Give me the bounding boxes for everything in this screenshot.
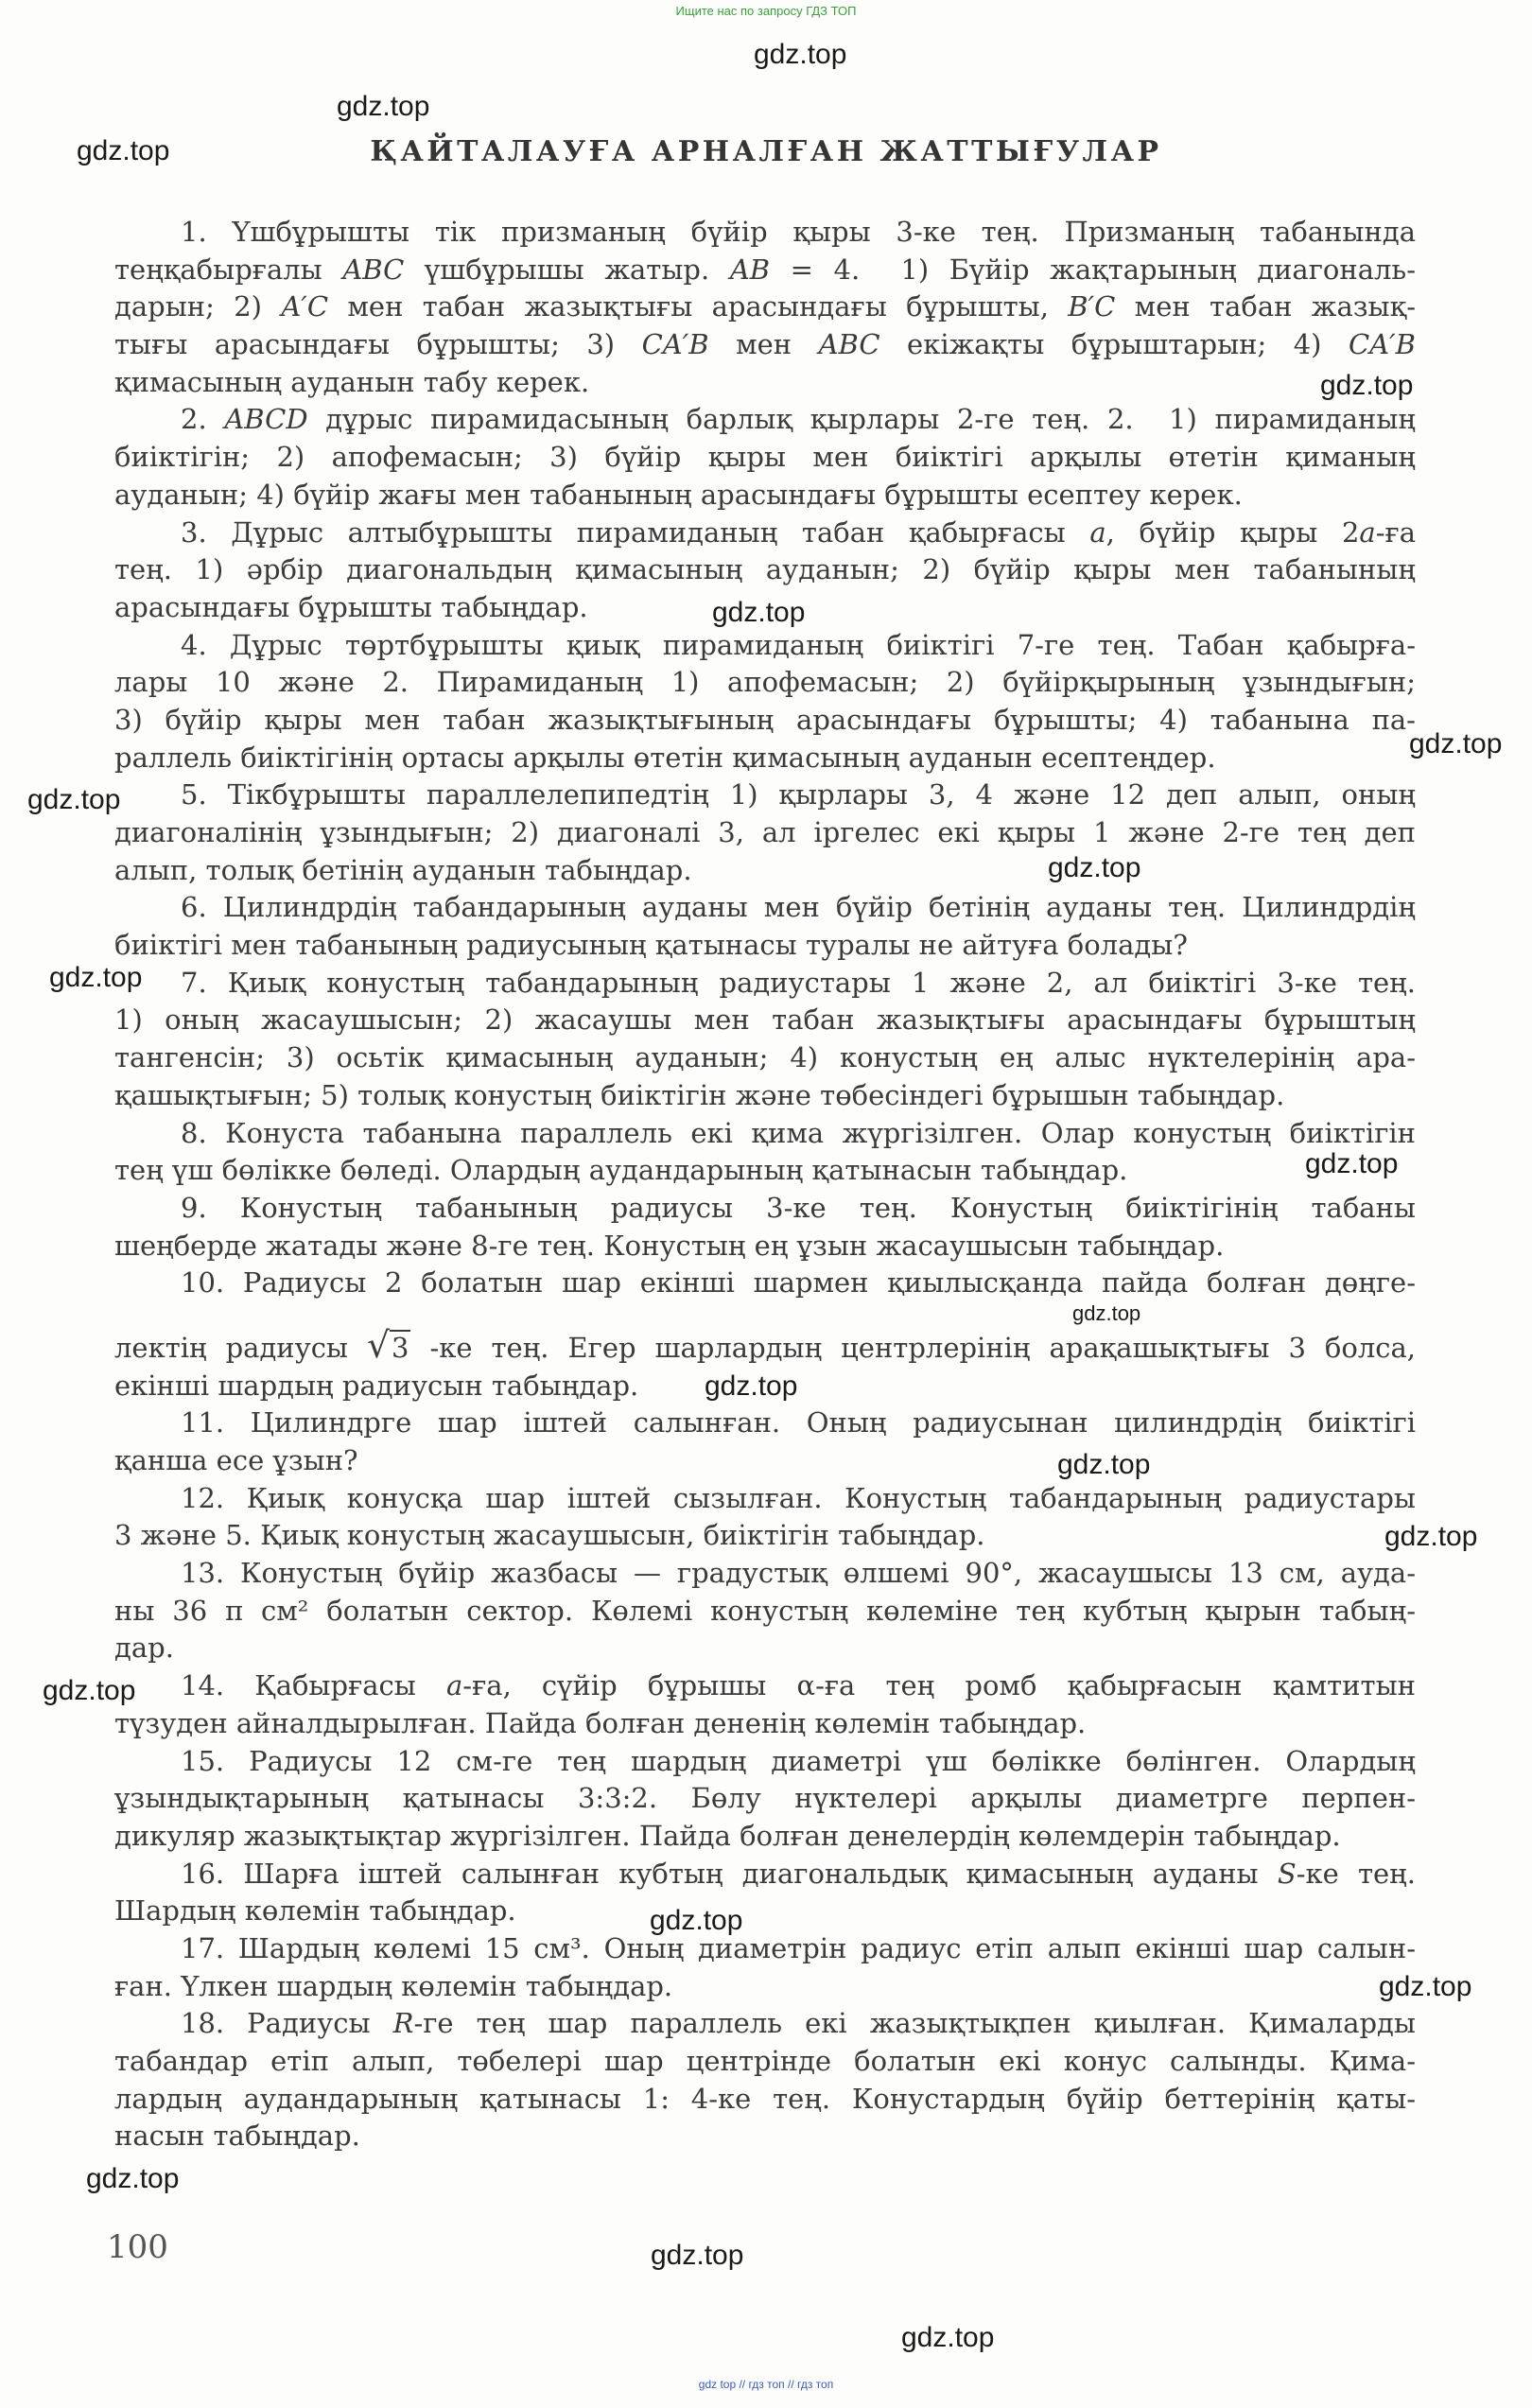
math-variable: CA′B: [641, 328, 709, 361]
text-line: [114, 2081, 1417, 2119]
text-segment: 9. Конустың табанының радиусы 3-ке тең. Конустың биіктігінің табаны: [181, 1191, 1416, 1224]
text-segment: 3. Дұрыс алтыбұрышты пирамиданың табан қабырғасы: [181, 515, 1090, 549]
page-number: 100: [107, 2228, 168, 2266]
text-segment: -ға, сүйір бұрышы α-ға тең ромб қабырғасын қамтитын: [462, 1669, 1416, 1702]
text-line: [114, 627, 1417, 665]
text-line-content: [114, 1780, 1416, 1818]
text-segment: 13. Конустың бүйір жазбасы — градустық өлшемі 90°, жасаушысы 13 см, ауда-: [181, 1557, 1416, 1590]
watermark-text: gdz.top: [77, 135, 170, 166]
text-line-content: [114, 1077, 1284, 1115]
text-line: [114, 814, 1417, 852]
watermark-text: gdz.top: [1320, 370, 1414, 401]
text-segment: 1) оның жасаушысын; 2) жасаушы мен табан жазықтығы арасындағы бұрыштың: [114, 1003, 1416, 1037]
exercise-item: [114, 1555, 1417, 1667]
text-segment: 10. Радиусы 2 болатын шар екінші шармен қиылысқанда пайда болған дөңге-: [181, 1266, 1416, 1300]
watermark-text: gdz.top: [49, 962, 143, 993]
exercise-item: [114, 1856, 1417, 1930]
math-variable: ABC: [342, 253, 405, 286]
text-segment: мен: [708, 328, 819, 361]
text-segment: лектің радиусы: [114, 1331, 367, 1364]
text-line-content: [114, 702, 1416, 740]
text-segment: түзуден айналдырылған. Пайда болған дененің көлемін табыңдар.: [114, 1706, 1087, 1739]
text-line: [114, 1780, 1417, 1818]
text-line: [114, 439, 1417, 477]
math-variable: CA′B: [1348, 328, 1416, 361]
text-line: [114, 1265, 1417, 1302]
text-segment: насын табыңдар.: [114, 2120, 360, 2153]
exercise-item: [114, 1930, 1417, 2005]
text-segment: раллель биіктігінің ортасы арқылы өтетін қимасының ауданын есептеңдер.: [114, 741, 1216, 774]
text-line-content: [114, 589, 588, 627]
text-segment: 3 және 5. Қиық конустың жасаушысын, биіктігін табыңдар.: [114, 1519, 985, 1552]
text-line-content: [114, 852, 692, 890]
text-segment: 18. Радиусы: [181, 2007, 393, 2040]
text-line: [114, 776, 1417, 814]
exercise-item: [114, 1405, 1417, 1479]
watermark-text: gdz.top: [712, 597, 806, 628]
text-segment: 7. Қиық конустың табандарының радиустары 1 және 2, ал биіктігі 3-ке тең.: [181, 966, 1416, 999]
text-line-content: [181, 1265, 1416, 1302]
text-line: [114, 927, 1417, 965]
text-line-content: [114, 2043, 1416, 2081]
text-segment: ны 36 π см² болатын сектор. Көлемі конустың көлеміне тең кубтың қырын табың-: [114, 1594, 1416, 1627]
watermark-text: gdz.top: [651, 2240, 744, 2271]
text-line: [114, 1152, 1417, 1190]
exercise-list: [114, 214, 1417, 2155]
text-segment: шеңберде жатады және 8-ге тең. Конустың ең ұзын жасаушысын табыңдар.: [114, 1229, 1225, 1262]
text-line-content: [181, 1743, 1416, 1781]
text-segment: тығы арасындағы бұрышты; 3): [114, 328, 642, 361]
text-segment: лардың аудандарының қатынасы 1: 4-ке тең. Конустардың бүйір беттерінің қаты-: [114, 2082, 1416, 2115]
text-segment: 3) бүйір қыры мен табан жазықтығының арасындағы бұрышты; 4) табанына па-: [114, 703, 1416, 736]
text-segment: Шардың көлемін табыңдар.: [114, 1894, 516, 1928]
text-segment: биіктігі мен табанының радиусының қатынасы туралы не айтуға болады?: [114, 929, 1188, 962]
text-segment: = 4. 1) Бүйір жақтарының диагональ-: [770, 253, 1417, 286]
square-root: [367, 1323, 410, 1366]
exercise-item: [114, 2005, 1417, 2155]
footer-watermark-text[interactable]: gdz top // гдз топ // гдз топ: [698, 2378, 834, 2391]
math-variable: ABC: [818, 328, 880, 361]
text-line-content: [181, 1480, 1416, 1518]
text-segment: үшбұрышы жатыр.: [404, 253, 730, 286]
text-segment: тангенсін; 3) осьтік қимасының ауданын; 4) конустың ең алыс нүктелерінің ара-: [114, 1041, 1416, 1074]
text-segment: 5. Тікбұрышты параллелепипедтің 1) қырлары 3, 4 және 12 деп алып, оның: [181, 778, 1416, 811]
text-line-content: [181, 1667, 1416, 1705]
text-segment: 6. Цилиндрдің табандарының ауданы мен бүйір бетінің ауданы тең. Цилиндрдің: [181, 891, 1416, 924]
text-line-content: [114, 1593, 1416, 1631]
exercise-item: [114, 1115, 1417, 1190]
math-variable: ABCD: [224, 403, 308, 436]
text-line: [114, 1115, 1417, 1153]
exercise-item: [114, 1190, 1417, 1265]
text-line: [114, 1705, 1417, 1743]
watermark-text: gdz.top: [43, 1675, 136, 1706]
text-line: [114, 364, 1417, 402]
text-line: [114, 1480, 1417, 1518]
text-line-content: [114, 1323, 1416, 1368]
text-line: [114, 1517, 1417, 1555]
text-segment: дикуляр жазықтықтар жүргізілген. Пайда болған денелердің көлемдерін табыңдар.: [114, 1819, 1341, 1852]
text-line: [114, 2043, 1417, 2081]
text-line: [114, 1002, 1417, 1039]
text-line: [114, 1593, 1417, 1631]
watermark-text: gdz.top: [1305, 1148, 1399, 1179]
math-variable: R: [392, 2007, 414, 2040]
text-line-content: [114, 1442, 358, 1480]
watermark-text: gdz.top: [1057, 1449, 1151, 1480]
text-segment: лары 10 және 2. Пирамиданың 1) апофемасын; 2) бүйірқырының ұзындығын;: [114, 666, 1416, 699]
exercise-item: [114, 1743, 1417, 1856]
text-line-content: [181, 627, 1416, 665]
text-segment: -ға: [1375, 515, 1416, 549]
text-line: [114, 1405, 1417, 1442]
text-line: [114, 1743, 1417, 1781]
math-variable: B′C: [1068, 290, 1116, 323]
text-segment: -ке тең.: [1296, 1857, 1416, 1890]
watermark-text: gdz.top: [901, 2322, 995, 2353]
text-segment: қимасының ауданын табу керек.: [114, 365, 590, 398]
text-segment: биіктігін; 2) апофемасын; 3) бүйір қыры мен биіктігі арқылы өтетін қиманың: [114, 441, 1416, 474]
text-line: [114, 288, 1417, 326]
watermark-text: gdz.top: [1379, 1971, 1472, 2002]
text-line-content: [114, 1630, 174, 1667]
math-variable: AB: [729, 253, 771, 286]
watermark-text: gdz.top: [1384, 1521, 1478, 1552]
text-segment: 12. Қиық конусқа шар іштей сызылған. Конустың табандарының радиустары: [181, 1481, 1416, 1514]
text-line-content: [181, 1856, 1416, 1893]
text-line: [114, 401, 1417, 439]
text-line-content: [114, 814, 1416, 852]
watermark-text: gdz.top: [1048, 852, 1141, 883]
text-line-content: [114, 1152, 1127, 1190]
text-segment: ұзындықтарының қатынасы 3:3:2. Бөлу нүктелері арқылы диаметрге перпен-: [114, 1782, 1416, 1815]
text-line: [114, 1818, 1417, 1856]
text-segment: қашықтығын; 5) толық конустың биіктігін және төбесіндегі бұрышын табыңдар.: [114, 1078, 1285, 1111]
text-segment: ауданын; 4) бүйір жағы мен табанының арасындағы бұрышты есептеу керек.: [114, 478, 1243, 511]
text-segment: қанша есе ұзын?: [114, 1444, 358, 1476]
watermark-text: gdz.top: [86, 2163, 180, 2194]
text-segment: арасындағы бұрышты табыңдар.: [114, 590, 588, 623]
text-line: [114, 252, 1417, 289]
text-line-content: [114, 1517, 985, 1555]
text-line-content: [114, 1818, 1341, 1856]
text-line-content: [114, 1002, 1416, 1039]
text-segment: дұрыс пирамидасының барлық қырлары 2-ге тең. 2. 1) пирамиданың: [307, 403, 1416, 436]
top-banner-text[interactable]: Ищите нас по запросу ГДЗ ТОП: [675, 4, 857, 18]
text-line-content: [114, 1228, 1224, 1265]
text-line-content: [114, 1368, 638, 1405]
text-line-content: [181, 1930, 1416, 1968]
text-line-content: [181, 889, 1416, 927]
watermark-text: gdz.top: [705, 1370, 798, 1402]
text-segment: алып, толық бетінің ауданын табыңдар.: [114, 853, 692, 886]
text-segment: мен табан жазық-: [1115, 290, 1417, 323]
exercise-item: [114, 776, 1417, 889]
text-line: [114, 1630, 1417, 1667]
text-line: [114, 477, 1417, 515]
text-line-content: [114, 2081, 1416, 2119]
text-line-content: [114, 1705, 1086, 1743]
text-line: [114, 1968, 1417, 2006]
text-line-content: [181, 776, 1416, 814]
text-line: [114, 1323, 1417, 1368]
text-line: [114, 965, 1417, 1003]
text-line-content: [181, 1190, 1416, 1228]
exercise-item: [114, 965, 1417, 1115]
watermark-text: gdz.top: [27, 784, 121, 815]
exercise-item: [114, 214, 1417, 401]
math-variable: S: [1277, 1857, 1297, 1890]
text-line: [114, 1856, 1417, 1893]
text-segment: мен табан жазықтығы арасындағы бұрышты,: [328, 290, 1069, 323]
text-segment: 1. Үшбұрышты тік призманың бүйір қыры 3-ке тең. Призманың табанында: [181, 216, 1416, 248]
text-line-content: [114, 326, 1416, 364]
root-sign: √: [367, 1323, 391, 1366]
text-line-content: [114, 288, 1416, 326]
watermark-text: gdz.top: [1409, 728, 1503, 759]
text-line-content: [114, 1039, 1416, 1077]
text-line-content: [114, 439, 1416, 477]
math-variable: a: [446, 1669, 463, 1702]
watermark-text: gdz.top: [650, 1905, 743, 1936]
text-line: [114, 702, 1417, 740]
text-line: [114, 515, 1417, 552]
text-line: [114, 1442, 1417, 1480]
text-line: [114, 1930, 1417, 1968]
text-line-content: [114, 2118, 360, 2155]
text-segment: диагоналінің ұзындығын; 2) диагоналі 3, ал іргелес екі қыры 1 және 2-ге тең деп: [114, 816, 1416, 848]
text-segment: екіжақты бұрыштарын; 4): [879, 328, 1349, 361]
text-segment: табандар етіп алып, төбелері шар центрінде болатын екі конус салынды. Қима-: [114, 2045, 1416, 2077]
text-line: [114, 740, 1417, 777]
exercise-item: [114, 1480, 1417, 1555]
text-segment: теңқабырғалы: [114, 253, 343, 286]
text-line-content: [181, 965, 1416, 1003]
text-line-content: [114, 252, 1416, 289]
text-segment: 2.: [181, 403, 225, 436]
text-segment: 4. Дұрыс төртбұрышты қиық пирамиданың биіктігі 7-ге тең. Табан қабырға-: [181, 628, 1416, 661]
text-line: [114, 1555, 1417, 1593]
text-line: [114, 1039, 1417, 1077]
text-line: [114, 214, 1417, 252]
text-segment: -ге тең шар параллель екі жазықтықпен қиылған. Қималарды: [413, 2007, 1416, 2040]
text-line-content: [181, 1555, 1416, 1593]
exercise-item: [114, 401, 1417, 514]
watermark-text: gdz.top: [1072, 1301, 1141, 1325]
math-variable: a: [1089, 515, 1106, 549]
text-segment: 8. Конуста табанына параллель екі қима жүргізілген. Олар конустың биіктігін: [181, 1116, 1416, 1149]
text-line: [114, 664, 1417, 702]
text-segment: дар.: [114, 1632, 174, 1665]
text-line-content: [114, 1893, 516, 1930]
text-segment: , бүйір қыры 2: [1105, 515, 1360, 549]
text-line-content: [181, 1115, 1416, 1153]
text-segment: 14. Қабырғасы: [181, 1669, 446, 1702]
text-line: [114, 889, 1417, 927]
math-variable: a: [1359, 515, 1376, 549]
text-segment: 16. Шарға іштей салынған кубтың диагональдық қимасының ауданы: [181, 1857, 1278, 1890]
text-segment: 15. Радиусы 12 см-ге тең шардың диаметрі үш бөлікке бөлінген. Олардың: [181, 1744, 1416, 1777]
text-line: [114, 1077, 1417, 1115]
exercise-item: [114, 889, 1417, 964]
text-line-content: [114, 364, 589, 402]
text-segment: ған. Үлкен шардың көлемін табыңдар.: [114, 1969, 673, 2002]
text-line: [114, 1893, 1417, 1930]
text-segment: дарын; 2): [114, 290, 282, 323]
text-line: [114, 326, 1417, 364]
text-line: [114, 2118, 1417, 2155]
exercise-item: [114, 1667, 1417, 1742]
exercise-item: [114, 627, 1417, 777]
text-line-content: [181, 2005, 1416, 2043]
radicand: 3: [392, 1331, 409, 1364]
text-line-content: [181, 214, 1416, 252]
text-line-content: [114, 927, 1188, 965]
watermark-text: gdz.top: [337, 91, 430, 122]
section-title: ҚАЙТАЛАУҒА АРНАЛҒАН ЖАТТЫҒУЛАР: [370, 135, 1162, 168]
text-line: [114, 852, 1417, 890]
text-line-content: [114, 1968, 672, 2006]
text-line: [114, 1228, 1417, 1265]
text-segment: тең. 1) әрбір диагональдың қимасының ауданын; 2) бүйір қыры мен табанының: [114, 553, 1416, 586]
text-line-content: [181, 515, 1416, 552]
text-line: [114, 2005, 1417, 2043]
text-segment: 17. Шардың көлемі 15 см³. Оның диаметрін радиус етіп алып екінші шар салын-: [181, 1931, 1416, 1964]
text-line-content: [114, 551, 1416, 589]
text-line-content: [181, 1405, 1416, 1442]
math-variable: A′C: [281, 290, 329, 323]
text-segment: -ке тең. Егер шарлардың центрлерінің арақашықтығы 3 болса,: [410, 1331, 1416, 1364]
watermark-text: gdz.top: [754, 39, 847, 70]
text-line: [114, 1190, 1417, 1228]
text-line: [114, 551, 1417, 589]
text-segment: екінші шардың радиусын табыңдар.: [114, 1369, 639, 1402]
text-line-content: [181, 401, 1416, 439]
text-segment: тең үш бөлікке бөледі. Олардың аудандарының қатынасын табыңдар.: [114, 1154, 1128, 1187]
text-segment: 11. Цилиндрге шар іштей салынған. Оның радиусынан цилиндрдің биіктігі: [181, 1406, 1416, 1440]
text-line-content: [114, 740, 1216, 777]
text-line: [114, 1667, 1417, 1705]
text-line-content: [114, 477, 1243, 515]
text-line-content: [114, 664, 1416, 702]
